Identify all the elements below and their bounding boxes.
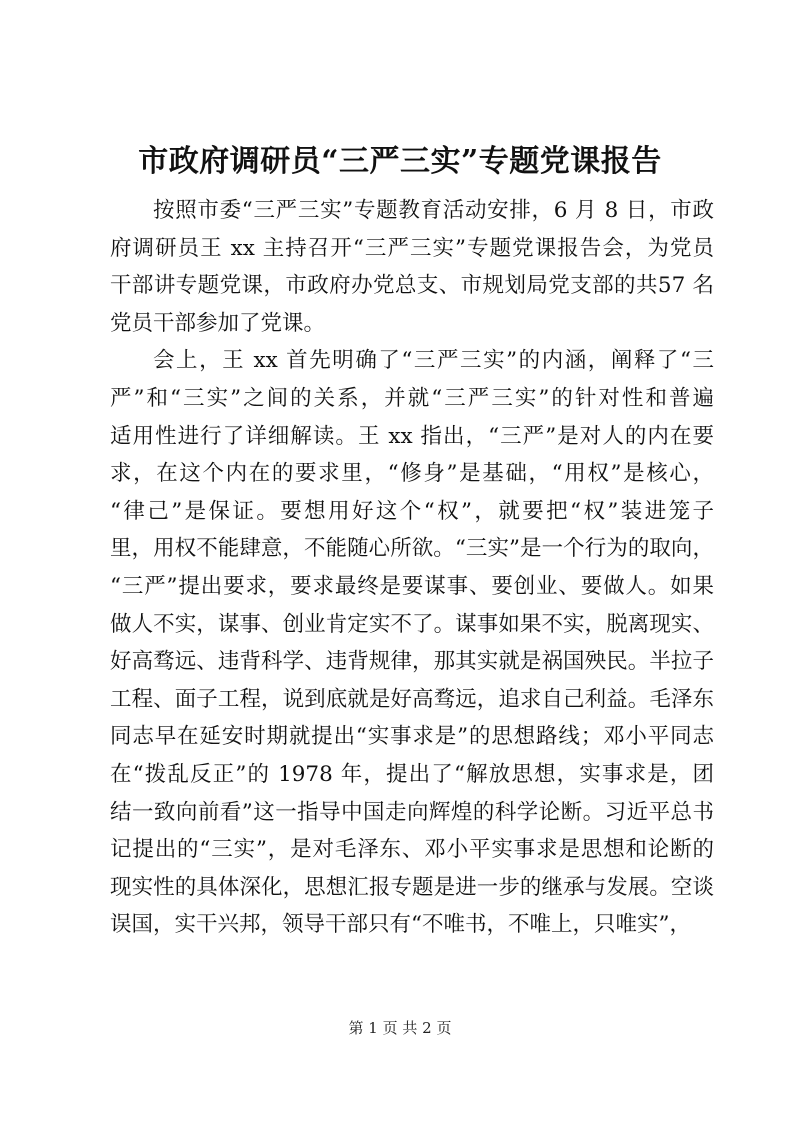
text-line: 在“拨乱反正”的 1978 年，提出了“解放思想，实事求是，团	[110, 761, 714, 787]
paragraph	[110, 192, 714, 342]
text-line: 结一致向前看”这一指导中国走向辉煌的科学论断。习近平总书	[110, 799, 714, 825]
text-line: “律己”是保证。要想用好这个“权”，就要把“权”装进笼子	[110, 498, 714, 524]
text-line: 记提出的“三实”，是对毛泽东、邓小平实事求是思想和论断的	[110, 837, 714, 863]
text-line: 干部讲专题党课，市政府办党总支、市规划局党支部的共57 名	[110, 273, 714, 299]
text-line: 误国，实干兴邦，领导干部只有“不唯书，不唯上，只唯实”，	[110, 912, 691, 938]
text-line: 工程、面子工程，说到底就是好高骛远，追求自己利益。毛泽东	[110, 686, 714, 712]
document-title: 市政府调研员“三严三实”专题党课报告	[138, 144, 662, 179]
text-line: 严”和“三实”之间的关系，并就“三严三实”的针对性和普遍	[110, 385, 714, 411]
text-line: 按照市委“三严三实”专题教育活动安排，6 月 8 日，市政	[153, 198, 714, 223]
text-line: 里，用权不能肆意，不能随心所欲。“三实”是一个行为的取向，	[110, 536, 714, 562]
text-line: 同志早在延安时期就提出“实事求是”的思想路线；邓小平同志	[110, 724, 714, 750]
text-line: 求，在这个内在的要求里，“修身”是基础，“用权”是核心，	[110, 461, 714, 487]
text-line: 好高骛远、违背科学、违背规律，那其实就是祸国殃民。半拉子	[110, 649, 714, 675]
text-line: 做人不实，谋事、创业肯定实不了。谋事如果不实，脱离现实、	[110, 611, 714, 637]
text-line: 会上，王 xx 首先明确了“三严三实”的内涵，阐释了“三	[153, 348, 714, 374]
document-body	[110, 192, 714, 944]
text-line: 府调研员王 xx 主持召开“三严三实”专题党课报告会，为党员	[110, 235, 714, 261]
text-line: 适用性进行了详细解读。王 xx 指出，“三严”是对人的内在要	[110, 423, 714, 449]
paragraph	[110, 342, 714, 944]
text-line: 党员干部参加了党课。	[110, 310, 326, 336]
page-footer: 第 1 页 共 2 页	[348, 1019, 452, 1037]
text-line: “三严”提出要求，要求最终是要谋事、要创业、要做人。如果	[110, 573, 714, 599]
text-line: 现实性的具体深化，思想汇报专题是进一步的继承与发展。空谈	[110, 874, 714, 900]
